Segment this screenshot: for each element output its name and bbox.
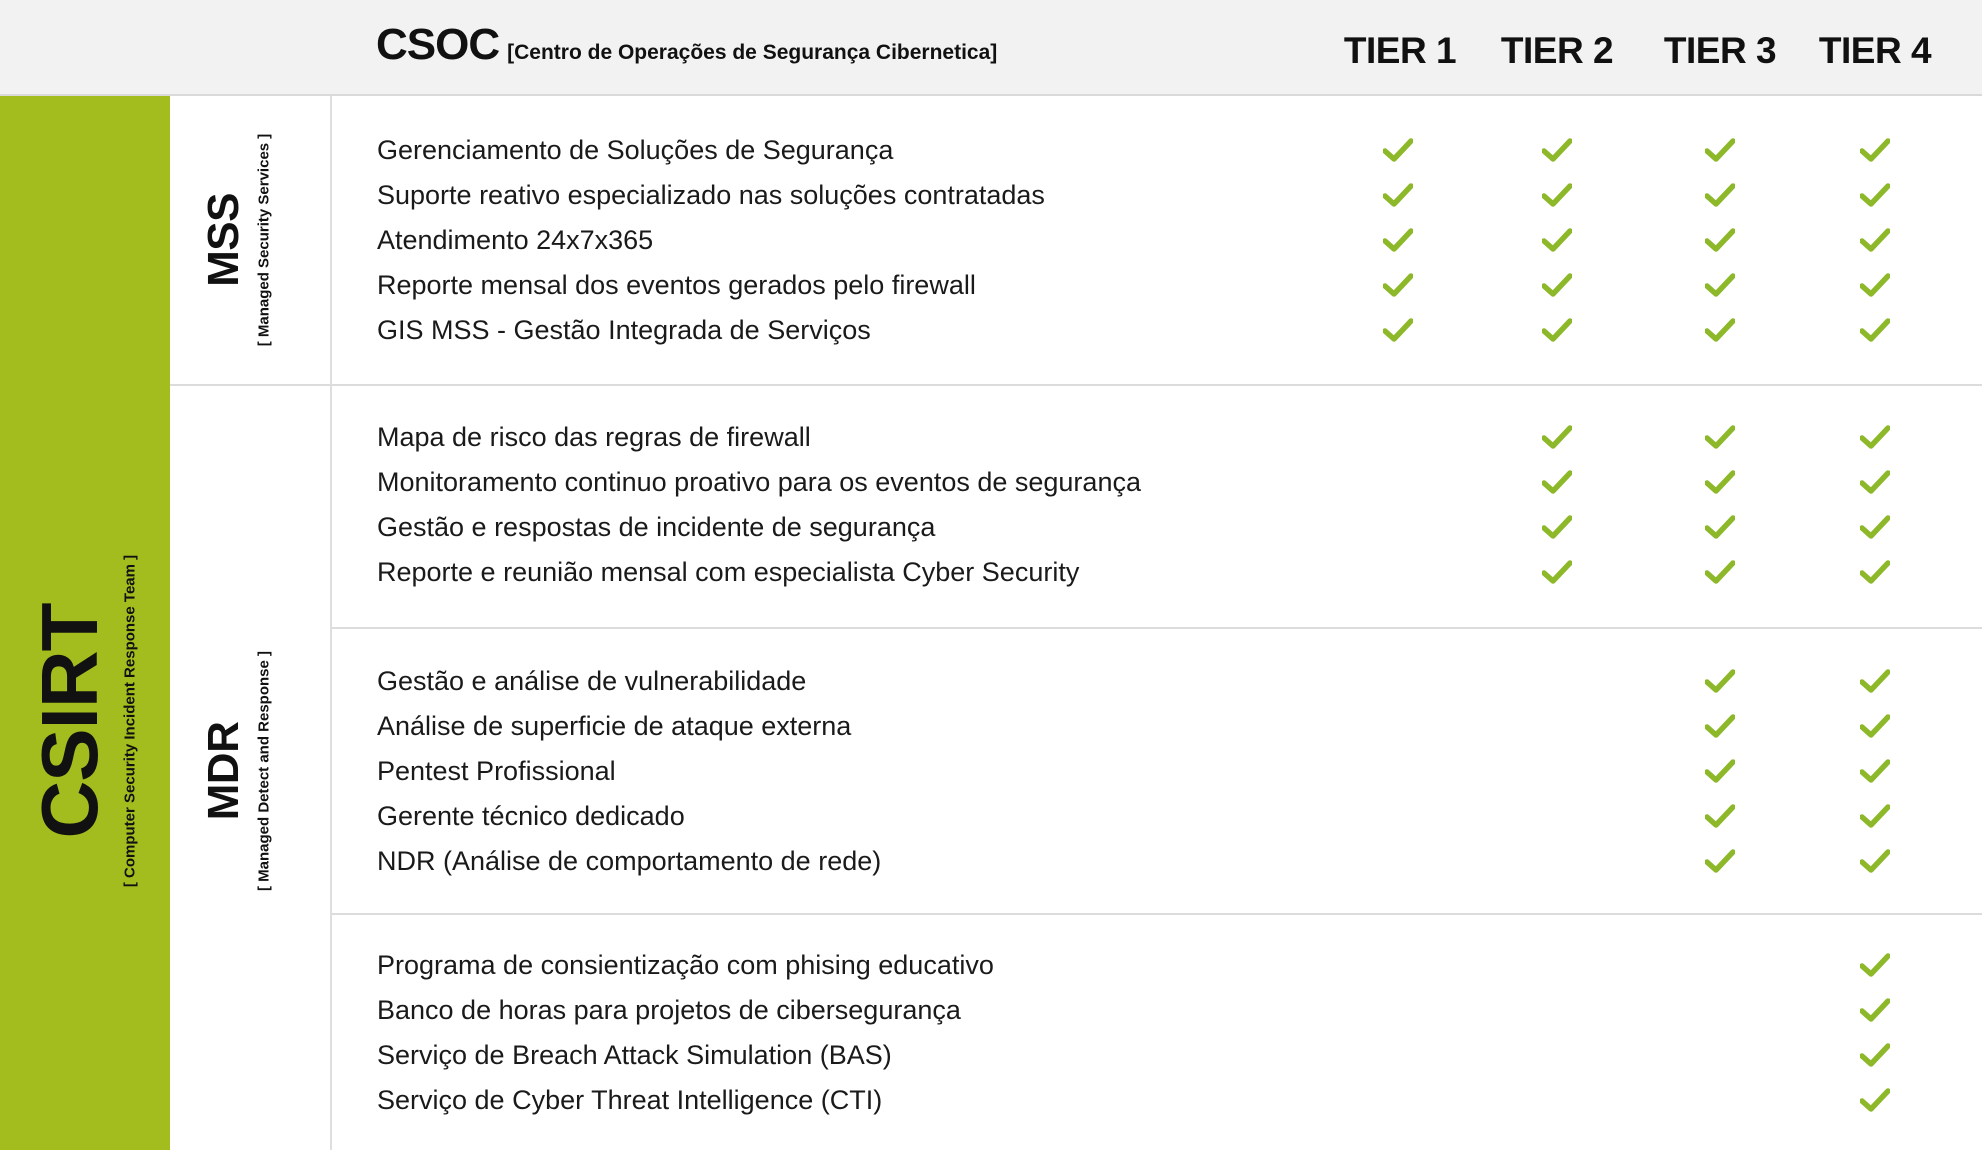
feature-label: Gestão e respostas de incidente de segurança: [377, 512, 936, 542]
checkmark-icon: [1860, 1087, 1890, 1113]
checkmark-icon: [1542, 469, 1572, 495]
checkmark-icon: [1860, 317, 1890, 343]
checkmark-icon: [1383, 317, 1413, 343]
mdr-label: MDR: [199, 721, 248, 821]
mdr-sublabel: [ Managed Detect and Response ]: [255, 650, 273, 892]
group-divider: [332, 627, 1982, 629]
page-title: [376, 20, 997, 70]
feature-label: Programa de consientização com phising educativo: [377, 950, 994, 980]
checkmark-icon: [1542, 182, 1572, 208]
checkmark-icon: [1705, 137, 1735, 163]
checkmark-icon: [1705, 182, 1735, 208]
section-divider: [170, 384, 1982, 386]
checkmark-icon: [1705, 514, 1735, 540]
feature-label: NDR (Análise de comportamento de rede): [377, 846, 882, 876]
tier-1-header: TIER 1: [1343, 30, 1457, 71]
feature-label: Pentest Profissional: [377, 756, 616, 786]
checkmark-icon: [1383, 272, 1413, 298]
checkmark-icon: [1860, 997, 1890, 1023]
checkmark-icon: [1705, 227, 1735, 253]
feature-label: Mapa de risco das regras de firewall: [377, 422, 811, 452]
checkmark-icon: [1705, 559, 1735, 585]
checkmark-icon: [1542, 424, 1572, 450]
checkmark-icon: [1860, 803, 1890, 829]
checkmark-icon: [1542, 514, 1572, 540]
checkmark-icon: [1860, 182, 1890, 208]
checkmark-icon: [1542, 137, 1572, 163]
checkmark-icon: [1705, 272, 1735, 298]
mss-sublabel: [ Managed Security Services ]: [255, 133, 273, 347]
checkmark-icon: [1705, 317, 1735, 343]
checkmark-icon: [1542, 559, 1572, 585]
checkmark-icon: [1383, 137, 1413, 163]
csoc-title: CSOC: [376, 20, 500, 69]
header-bar: [0, 0, 1982, 96]
tier-4-header: TIER 4: [1818, 30, 1932, 71]
feature-label: Banco de horas para projetos de cibersegurança: [377, 995, 961, 1025]
checkmark-icon: [1860, 1042, 1890, 1068]
checkmark-icon: [1860, 559, 1890, 585]
checkmark-icon: [1705, 469, 1735, 495]
tier-2-header: TIER 2: [1500, 30, 1614, 71]
checkmark-icon: [1542, 227, 1572, 253]
checkmark-icon: [1542, 272, 1572, 298]
csirt-label: CSIRT: [25, 603, 114, 839]
checkmark-icon: [1705, 668, 1735, 694]
feature-label: Gestão e análise de vulnerabilidade: [377, 666, 807, 696]
checkmark-icon: [1383, 182, 1413, 208]
feature-label: Análise de superficie de ataque externa: [377, 711, 852, 741]
feature-label: GIS MSS - Gestão Integrada de Serviços: [377, 315, 871, 345]
feature-label: Suporte reativo especializado nas soluções contratadas: [377, 180, 1045, 210]
csirt-sublabel: [ Computer Security Incident Response Team ]: [121, 554, 139, 888]
checkmark-icon: [1860, 952, 1890, 978]
checkmark-icon: [1542, 317, 1572, 343]
checkmark-icon: [1705, 713, 1735, 739]
feature-label: Gerenciamento de Soluções de Segurança: [377, 135, 894, 165]
feature-label: Serviço de Cyber Threat Intelligence (CTI): [377, 1085, 883, 1115]
checkmark-icon: [1705, 758, 1735, 784]
checkmark-icon: [1860, 713, 1890, 739]
feature-label: Gerente técnico dedicado: [377, 801, 685, 831]
checkmark-icon: [1860, 668, 1890, 694]
checkmark-icon: [1705, 848, 1735, 874]
checkmark-icon: [1860, 848, 1890, 874]
checkmark-icon: [1860, 137, 1890, 163]
feature-label: Reporte mensal dos eventos gerados pelo firewall: [377, 270, 976, 300]
feature-label: Serviço de Breach Attack Simulation (BAS): [377, 1040, 892, 1070]
csoc-subtitle: [Centro de Operações de Segurança Cibernetica]: [507, 41, 998, 64]
checkmark-icon: [1860, 424, 1890, 450]
mss-label: MSS: [199, 193, 248, 287]
checkmark-icon: [1705, 424, 1735, 450]
csirt-sidebar: [0, 96, 170, 1150]
checkmark-icon: [1860, 469, 1890, 495]
checkmark-icon: [1860, 227, 1890, 253]
section-label-column: [170, 96, 332, 1150]
group-divider: [332, 913, 1982, 915]
feature-label: Monitoramento continuo proativo para os eventos de segurança: [377, 467, 1141, 497]
checkmark-icon: [1860, 514, 1890, 540]
checkmark-icon: [1860, 272, 1890, 298]
checkmark-icon: [1860, 758, 1890, 784]
checkmark-icon: [1383, 227, 1413, 253]
feature-label: Atendimento 24x7x365: [377, 225, 654, 255]
tier-3-header: TIER 3: [1663, 30, 1777, 71]
checkmark-icon: [1705, 803, 1735, 829]
feature-label: Reporte e reunião mensal com especialista Cyber Security: [377, 557, 1080, 587]
